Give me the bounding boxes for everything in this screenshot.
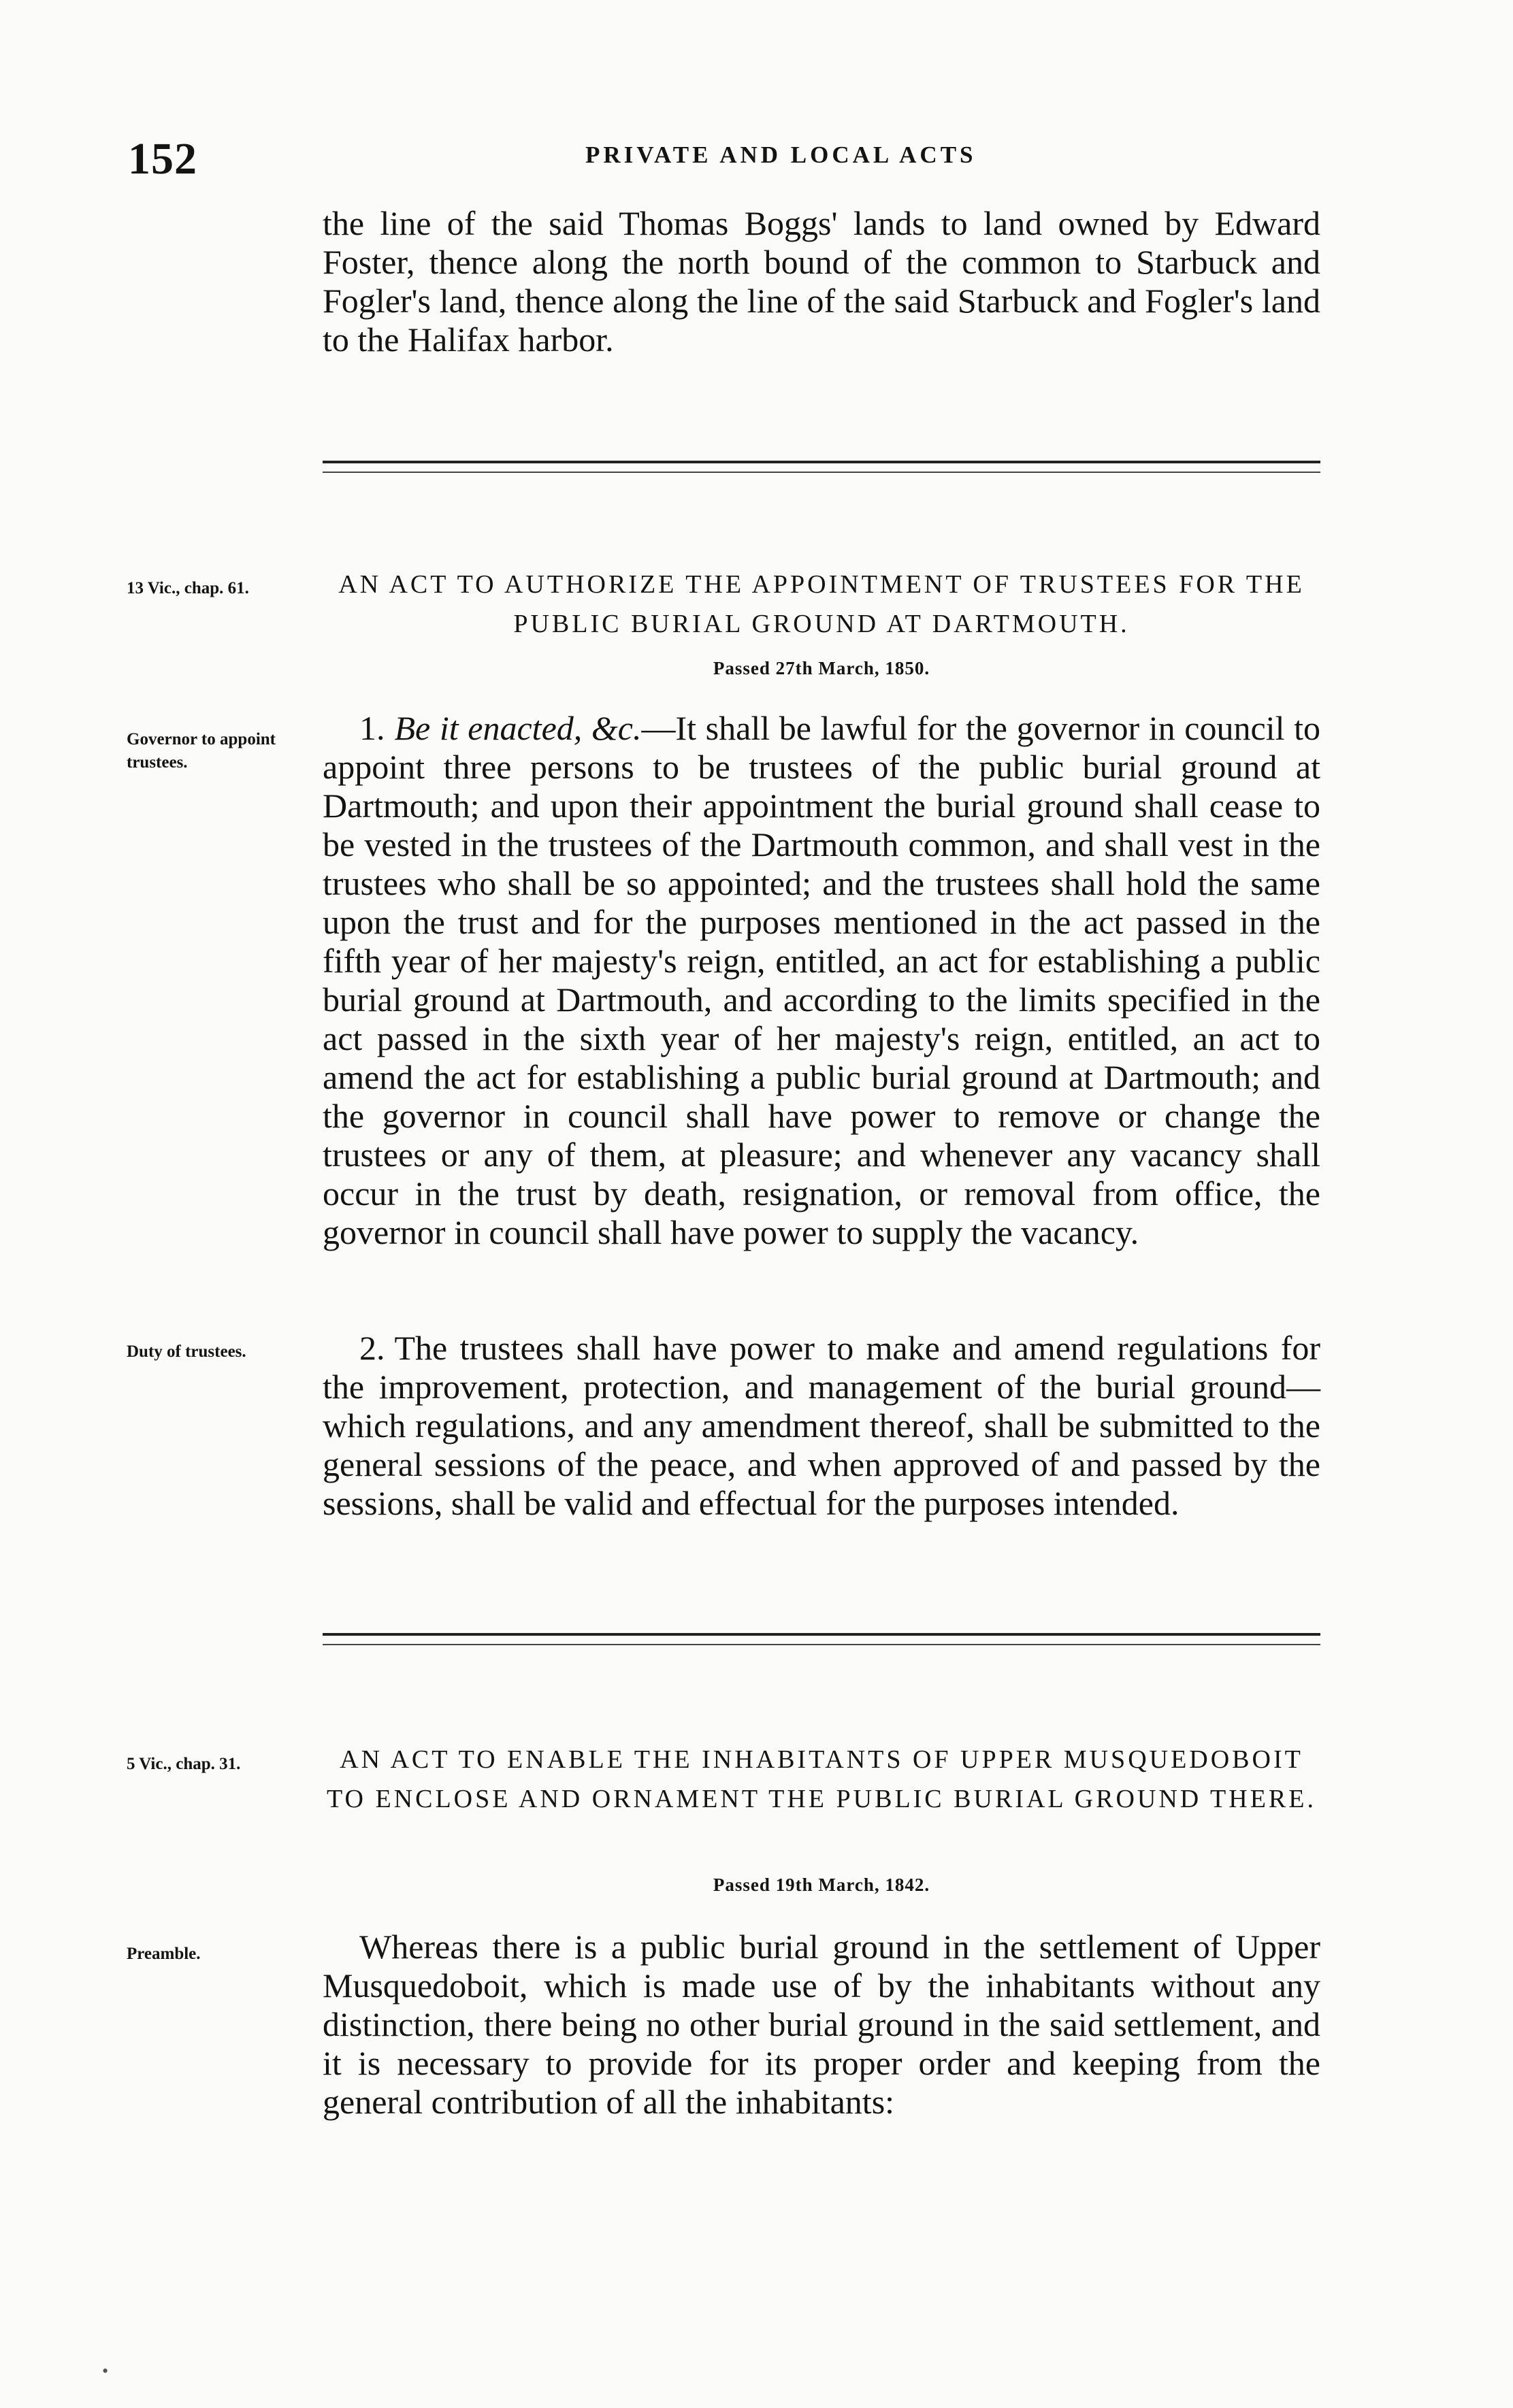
act1-section1-note: Governor to appoint trustees. bbox=[127, 730, 276, 772]
act2-preamble-text: Whereas there is a public burial ground in the settlement of Upper Musquedoboit, which is made use of by the inhabitants without any distinction, there being no other burial ground in the said settlement, and it is necessary to provide for its proper order and keeping from the general contribution of all the inhabitants: bbox=[323, 1928, 1320, 2121]
act2-citation: 5 Vic., chap. 31. bbox=[127, 1755, 241, 1773]
section-divider-1 bbox=[323, 461, 1320, 473]
act1-section2 bbox=[323, 1329, 1320, 1523]
act1-section1-text: —It shall be lawful for the governor in council to appoint three persons to be trustees of the public burial ground at Dartmouth; and upon their appointment the burial ground shall cease to be vested in the trustees of the Dartmouth common, and shall vest in the trustees who shall be so appointed; and the trustees shall hold the same upon the trust and for the purposes mentioned in the act passed in the fifth year of her majesty's reign, entitled, an act for establishing a public burial ground at Dartmouth, and according to the limits specified in the act passed in the sixth year of her majesty's reign, entitled, an act to amend the act for establishing a public burial ground at Dartmouth; and the governor in council shall have power to remove or change the trustees or any of them, at pleasure; and whenever any vacancy shall occur in the trust by death, resignation, or removal from office, the governor in council shall have power to supply the vacancy. bbox=[323, 709, 1320, 1251]
running-title: PRIVATE AND LOCAL ACTS bbox=[585, 142, 977, 168]
continuation-text: the line of the said Thomas Boggs' lands to land owned by Edward Foster, thence along the north bound of the common to Starbuck and Fogler's land, thence along the line of the said Starbuck and Fogler's land to the Halifax harbor. bbox=[323, 204, 1320, 359]
print-speck: • bbox=[102, 2361, 109, 2381]
act2-preamble bbox=[323, 1928, 1320, 2122]
act1-section1 bbox=[323, 709, 1320, 1252]
act1-section1-number: 1. bbox=[359, 709, 385, 747]
act2-passed-date: Passed 19th March, 1842. bbox=[713, 1875, 930, 1895]
preamble-note: Preamble. bbox=[127, 1945, 201, 1963]
act1-enacting-clause: Be it enacted, &c. bbox=[394, 709, 642, 747]
act1-citation: 13 Vic., chap. 61. bbox=[127, 579, 249, 597]
act1-section2-note: Duty of trustees. bbox=[127, 1342, 246, 1361]
act1-section2-number: 2. bbox=[359, 1329, 385, 1367]
page-number: 152 bbox=[128, 134, 197, 184]
act1-passed-date: Passed 27th March, 1850. bbox=[713, 658, 930, 678]
act1-title: AN ACT TO AUTHORIZE THE APPOINTMENT OF TRUSTEES FOR THE PUBLIC BURIAL GROUND AT DARTMOUTH. bbox=[338, 570, 1305, 638]
act1-section2-text: The trustees shall have power to make and amend regulations for the improvement, protection, and management of the burial ground—which regulations, and any amendment thereof, shall be submitted to the general sessions of the peace, and when approved of and passed by the sessions, shall be valid and effectual for the purposes intended. bbox=[323, 1329, 1320, 1522]
act2-title: AN ACT TO ENABLE THE INHABITANTS OF UPPER MUSQUEDOBOIT TO ENCLOSE AND ORNAMENT THE PUBLIC BURIAL GROUND THERE. bbox=[327, 1745, 1316, 1813]
section-divider-2 bbox=[323, 1633, 1320, 1645]
continuation-paragraph bbox=[323, 204, 1320, 359]
